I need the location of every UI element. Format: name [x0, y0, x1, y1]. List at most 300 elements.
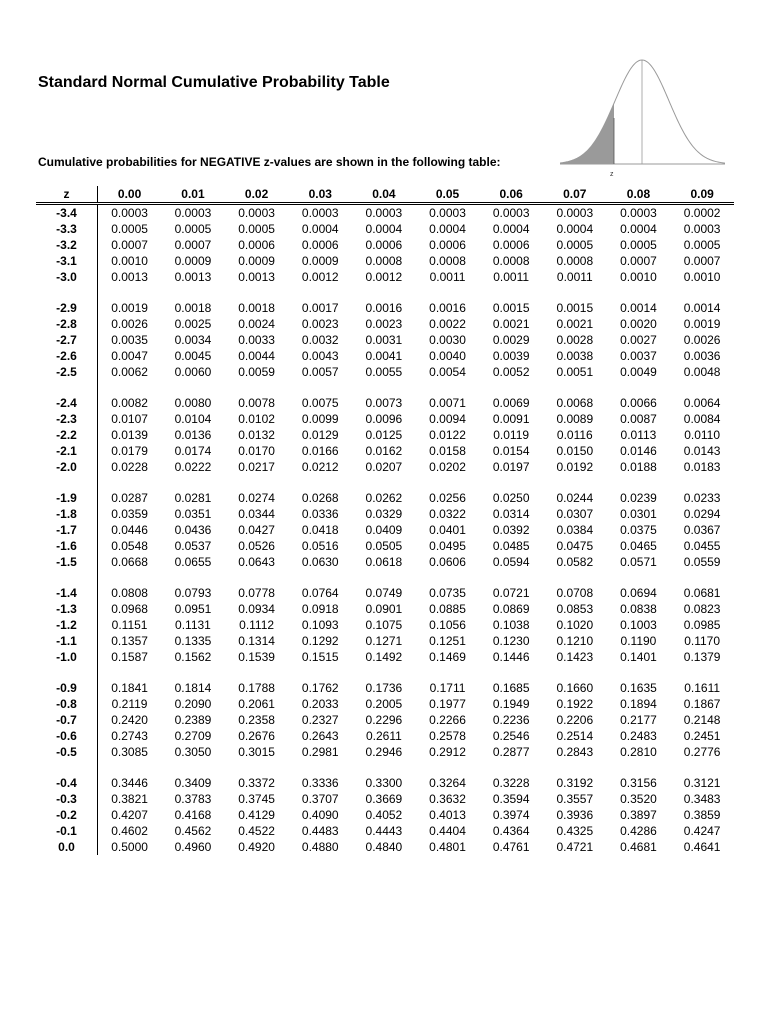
probability-table-container	[36, 186, 734, 855]
probability-cell: 0.0057	[301, 365, 339, 379]
column-header: 0.04	[372, 187, 396, 201]
probability-cell: 0.1357	[111, 634, 148, 648]
probability-cell: 0.1210	[556, 634, 594, 648]
probability-cell: 0.4681	[620, 840, 657, 854]
probability-cell: 0.0003	[429, 206, 466, 220]
probability-cell: 0.1788	[238, 681, 275, 695]
probability-cell: 0.0262	[365, 491, 403, 505]
probability-cell: 0.4364	[492, 824, 530, 838]
table-row	[36, 506, 734, 522]
probability-cell: 0.1841	[111, 681, 148, 695]
probability-cell: 0.0985	[683, 618, 721, 632]
probability-cell: 0.0016	[365, 301, 403, 315]
probability-cell: 0.0505	[365, 539, 403, 553]
z-cell-empty	[36, 285, 98, 300]
probability-cell: 0.2877	[492, 745, 530, 759]
table-row	[36, 411, 734, 427]
probability-cell: 0.0537	[174, 539, 212, 553]
probability-cell: 0.0901	[365, 602, 403, 616]
probability-cell: 0.0384	[556, 523, 594, 537]
probability-cell: 0.0793	[174, 586, 212, 600]
z-value-cell: -3.3	[36, 221, 98, 237]
column-header: 0.01	[181, 187, 205, 201]
probability-cell: 0.2005	[365, 697, 403, 711]
probability-cell: 0.1515	[301, 650, 339, 664]
probability-cell: 0.4325	[556, 824, 594, 838]
probability-cell: 0.0003	[620, 206, 657, 220]
probability-cell: 0.0069	[492, 396, 530, 410]
table-row	[36, 601, 734, 617]
table-row	[36, 696, 734, 712]
z-value-cell: -1.9	[36, 490, 98, 506]
probability-cell: 0.0003	[556, 206, 594, 220]
probability-cell: 0.3974	[492, 808, 530, 822]
probability-cell: 0.3520	[620, 792, 657, 806]
probability-cell: 0.0073	[365, 396, 403, 410]
probability-cell: 0.0007	[620, 254, 657, 268]
spacer-cell	[98, 380, 735, 395]
probability-cell: 0.0078	[238, 396, 275, 410]
probability-cell: 0.0013	[238, 270, 275, 284]
probability-cell: 0.0256	[429, 491, 466, 505]
z-value-cell: -0.7	[36, 712, 98, 728]
table-row	[36, 204, 734, 222]
probability-cell: 0.4286	[620, 824, 657, 838]
probability-cell: 0.0113	[620, 428, 657, 442]
probability-cell: 0.0054	[429, 365, 466, 379]
table-body	[36, 204, 734, 856]
probability-cell: 0.0044	[238, 349, 275, 363]
probability-cell: 0.0102	[238, 412, 275, 426]
probability-cell: 0.0034	[174, 333, 212, 347]
probability-cell: 0.0778	[238, 586, 275, 600]
probability-cell: 0.0681	[683, 586, 721, 600]
table-row	[36, 538, 734, 554]
probability-cell: 0.0721	[492, 586, 530, 600]
probability-cell: 0.0559	[683, 555, 721, 569]
probability-cell: 0.3015	[238, 745, 275, 759]
probability-cell: 0.1020	[556, 618, 594, 632]
probability-cell: 0.1112	[239, 618, 275, 632]
z-value-cell: -3.0	[36, 269, 98, 285]
probability-cell: 0.4129	[238, 808, 275, 822]
probability-cell: 0.0006	[365, 238, 403, 252]
probability-cell: 0.0150	[556, 444, 594, 458]
z-value-cell: -2.5	[36, 364, 98, 380]
probability-cell: 0.0032	[301, 333, 339, 347]
probability-cell: 0.4602	[111, 824, 148, 838]
z-value-cell: -1.8	[36, 506, 98, 522]
probability-cell: 0.0048	[683, 365, 721, 379]
probability-cell: 0.2578	[429, 729, 466, 743]
probability-cell: 0.0233	[683, 491, 721, 505]
probability-cell: 0.0375	[620, 523, 657, 537]
probability-cell: 0.1038	[492, 618, 530, 632]
probability-cell: 0.0018	[238, 301, 275, 315]
probability-cell: 0.0019	[683, 317, 721, 331]
z-value-cell: -1.7	[36, 522, 98, 538]
probability-cell: 0.2483	[620, 729, 657, 743]
probability-cell: 0.2266	[429, 713, 466, 727]
probability-cell: 0.3156	[620, 776, 657, 790]
table-header-row	[36, 186, 734, 204]
probability-cell: 0.0006	[301, 238, 339, 252]
probability-cell: 0.3745	[238, 792, 275, 806]
probability-cell: 0.0012	[365, 270, 403, 284]
probability-cell: 0.2776	[683, 745, 721, 759]
probability-cell: 0.1587	[111, 650, 148, 664]
z-value-cell: -1.0	[36, 649, 98, 665]
probability-cell: 0.0548	[111, 539, 148, 553]
probability-cell: 0.0011	[556, 270, 593, 284]
probability-cell: 0.3085	[111, 745, 148, 759]
probability-cell: 0.0068	[556, 396, 594, 410]
probability-cell: 0.4960	[174, 840, 212, 854]
probability-cell: 0.2709	[174, 729, 212, 743]
probability-cell: 0.3632	[429, 792, 466, 806]
probability-cell: 0.0630	[301, 555, 339, 569]
column-header: 0.03	[308, 187, 332, 201]
probability-cell: 0.0060	[174, 365, 212, 379]
probability-cell: 0.2912	[429, 745, 466, 759]
probability-cell: 0.0418	[301, 523, 339, 537]
table-row	[36, 490, 734, 506]
z-value-cell: -2.3	[36, 411, 98, 427]
probability-cell: 0.3300	[365, 776, 403, 790]
probability-cell: 0.0281	[174, 491, 212, 505]
probability-cell: 0.1711	[429, 681, 466, 695]
probability-cell: 0.1003	[620, 618, 657, 632]
probability-cell: 0.2090	[174, 697, 212, 711]
probability-cell: 0.0192	[556, 460, 594, 474]
probability-cell: 0.0035	[111, 333, 148, 347]
probability-cell: 0.0526	[238, 539, 275, 553]
probability-cell: 0.0024	[238, 317, 275, 331]
probability-cell: 0.3821	[111, 792, 148, 806]
probability-cell: 0.0066	[620, 396, 657, 410]
probability-cell: 0.0009	[174, 254, 212, 268]
probability-cell: 0.0004	[620, 222, 657, 236]
probability-cell: 0.0179	[111, 444, 148, 458]
probability-cell: 0.0294	[683, 507, 721, 521]
probability-cell: 0.1492	[365, 650, 403, 664]
probability-cell: 0.0038	[556, 349, 594, 363]
probability-cell: 0.2546	[492, 729, 530, 743]
z-cell-empty	[36, 760, 98, 775]
probability-cell: 0.0006	[492, 238, 530, 252]
probability-cell: 0.0049	[620, 365, 657, 379]
probability-cell: 0.2676	[238, 729, 275, 743]
z-cell-empty	[36, 570, 98, 585]
probability-cell: 0.0023	[301, 317, 339, 331]
probability-cell: 0.0188	[620, 460, 657, 474]
table-row	[36, 791, 734, 807]
z-value-cell: -3.2	[36, 237, 98, 253]
z-cell-empty	[36, 380, 98, 395]
z-value-cell: -1.5	[36, 554, 98, 570]
probability-cell: 0.0033	[238, 333, 275, 347]
probability-cell: 0.1151	[111, 618, 148, 632]
z-value-cell: -2.7	[36, 332, 98, 348]
probability-cell: 0.0003	[365, 206, 403, 220]
probability-cell: 0.0043	[301, 349, 339, 363]
probability-cell: 0.0003	[111, 206, 148, 220]
probability-cell: 0.0026	[683, 333, 721, 347]
probability-cell: 0.1867	[683, 697, 721, 711]
probability-cell: 0.2611	[365, 729, 402, 743]
probability-cell: 0.0170	[238, 444, 275, 458]
z-column-header: z	[36, 186, 98, 204]
probability-cell: 0.1093	[301, 618, 339, 632]
group-spacer	[36, 285, 734, 300]
probability-cell: 0.2451	[683, 729, 721, 743]
probability-cell: 0.0735	[429, 586, 466, 600]
probability-cell: 0.0003	[683, 222, 721, 236]
probability-cell: 0.0002	[683, 206, 721, 220]
column-header: 0.00	[117, 187, 142, 201]
probability-cell: 0.0019	[111, 301, 148, 315]
probability-cell: 0.0918	[301, 602, 339, 616]
probability-cell: 0.4052	[365, 808, 403, 822]
probability-cell: 0.4483	[301, 824, 339, 838]
probability-cell: 0.0367	[683, 523, 721, 537]
probability-cell: 0.0022	[429, 317, 466, 331]
probability-cell: 0.2033	[301, 697, 339, 711]
column-header: 0.09	[690, 187, 714, 201]
column-header: 0.06	[499, 187, 523, 201]
probability-cell: 0.0040	[429, 349, 466, 363]
table-row	[36, 395, 734, 411]
probability-cell: 0.0823	[683, 602, 721, 616]
probability-cell: 0.1736	[365, 681, 403, 695]
probability-cell: 0.1314	[238, 634, 275, 648]
probability-cell: 0.3859	[683, 808, 721, 822]
table-row	[36, 554, 734, 570]
probability-cell: 0.0096	[365, 412, 403, 426]
table-row	[36, 775, 734, 791]
probability-cell: 0.4761	[492, 840, 530, 854]
probability-cell: 0.0008	[492, 254, 530, 268]
probability-cell: 0.0336	[301, 507, 339, 521]
probability-cell: 0.3192	[556, 776, 594, 790]
table-row	[36, 680, 734, 696]
probability-cell: 0.1922	[556, 697, 594, 711]
probability-cell: 0.1423	[556, 650, 594, 664]
probability-cell: 0.0006	[429, 238, 466, 252]
probability-cell: 0.2946	[365, 745, 403, 759]
z-value-cell: -1.2	[36, 617, 98, 633]
probability-cell: 0.0039	[492, 349, 530, 363]
probability-cell: 0.0606	[429, 555, 466, 569]
probability-cell: 0.0091	[492, 412, 530, 426]
spacer-cell	[98, 285, 735, 300]
probability-cell: 0.3264	[429, 776, 466, 790]
probability-cell: 0.5000	[111, 840, 148, 854]
table-row	[36, 839, 734, 855]
probability-cell: 0.0021	[492, 317, 530, 331]
z-value-cell: 0.0	[36, 839, 98, 855]
probability-cell: 0.1562	[174, 650, 212, 664]
probability-cell: 0.2327	[301, 713, 339, 727]
z-value-cell: -0.9	[36, 680, 98, 696]
probability-cell: 0.0023	[365, 317, 403, 331]
probability-cell: 0.0021	[556, 317, 594, 331]
table-row	[36, 585, 734, 601]
probability-cell: 0.1611	[684, 681, 721, 695]
group-spacer	[36, 665, 734, 680]
probability-cell: 0.0307	[556, 507, 594, 521]
probability-cell: 0.0287	[111, 491, 148, 505]
page-title: Standard Normal Cumulative Probability Table	[38, 74, 390, 91]
table-row	[36, 459, 734, 475]
shaded-tail-area	[560, 103, 614, 164]
probability-cell: 0.2420	[111, 713, 148, 727]
table-row	[36, 300, 734, 316]
probability-cell: 0.0004	[492, 222, 530, 236]
probability-cell: 0.0853	[556, 602, 594, 616]
probability-cell: 0.0222	[174, 460, 212, 474]
spacer-cell	[98, 665, 735, 680]
probability-cell: 0.0009	[238, 254, 275, 268]
bell-curve	[560, 60, 725, 163]
probability-cell: 0.0005	[556, 238, 594, 252]
probability-cell: 0.0013	[174, 270, 212, 284]
probability-cell: 0.4090	[301, 808, 339, 822]
probability-cell: 0.0015	[556, 301, 594, 315]
probability-cell: 0.0011	[493, 270, 530, 284]
probability-cell: 0.0594	[492, 555, 530, 569]
probability-cell: 0.0125	[365, 428, 403, 442]
table-row	[36, 823, 734, 839]
spacer-cell	[98, 760, 735, 775]
table-row	[36, 237, 734, 253]
probability-cell: 0.0301	[620, 507, 657, 521]
probability-cell: 0.0004	[301, 222, 339, 236]
probability-cell: 0.0005	[620, 238, 657, 252]
probability-cell: 0.2177	[620, 713, 657, 727]
probability-cell: 0.0028	[556, 333, 594, 347]
probability-cell: 0.2843	[556, 745, 594, 759]
probability-cell: 0.0089	[556, 412, 594, 426]
spacer-cell	[98, 570, 735, 585]
table-row	[36, 332, 734, 348]
probability-cell: 0.0174	[174, 444, 212, 458]
probability-cell: 0.0446	[111, 523, 148, 537]
probability-cell: 0.4920	[238, 840, 275, 854]
probability-cell: 0.0228	[111, 460, 148, 474]
probability-cell: 0.2148	[683, 713, 721, 727]
probability-cell: 0.3050	[174, 745, 212, 759]
probability-cell: 0.0059	[238, 365, 275, 379]
probability-cell: 0.0004	[429, 222, 466, 236]
z-value-cell: -0.3	[36, 791, 98, 807]
probability-cell: 0.0003	[174, 206, 212, 220]
probability-cell: 0.0749	[365, 586, 403, 600]
probability-cell: 0.0008	[365, 254, 403, 268]
probability-cell: 0.4443	[365, 824, 403, 838]
probability-cell: 0.3936	[556, 808, 594, 822]
probability-cell: 0.4404	[429, 824, 466, 838]
table-caption: Cumulative probabilities for NEGATIVE z-values are shown in the following table:	[38, 155, 501, 169]
table-row	[36, 633, 734, 649]
probability-cell: 0.1230	[492, 634, 530, 648]
probability-cell: 0.2061	[238, 697, 275, 711]
probability-cell: 0.1131	[175, 618, 211, 632]
probability-cell: 0.4247	[683, 824, 721, 838]
probability-cell: 0.0013	[111, 270, 148, 284]
probability-cell: 0.0107	[111, 412, 148, 426]
probability-cell: 0.1292	[301, 634, 339, 648]
group-spacer	[36, 570, 734, 585]
z-marker-label: z	[610, 171, 614, 178]
probability-cell: 0.0045	[174, 349, 212, 363]
probability-cell: 0.0143	[683, 444, 721, 458]
table-row	[36, 807, 734, 823]
probability-cell: 0.4840	[365, 840, 403, 854]
z-value-cell: -2.8	[36, 316, 98, 332]
probability-cell: 0.3783	[174, 792, 212, 806]
probability-cell: 0.1335	[174, 634, 212, 648]
probability-cell: 0.0116	[556, 428, 593, 442]
probability-cell: 0.0146	[620, 444, 657, 458]
probability-cell: 0.1635	[620, 681, 657, 695]
probability-cell: 0.0495	[429, 539, 466, 553]
probability-cell: 0.0075	[301, 396, 339, 410]
probability-cell: 0.0885	[429, 602, 466, 616]
table-row	[36, 443, 734, 459]
probability-cell: 0.0582	[556, 555, 594, 569]
probability-cell: 0.1685	[492, 681, 530, 695]
probability-cell: 0.0104	[174, 412, 212, 426]
probability-cell: 0.0119	[493, 428, 530, 442]
probability-cell: 0.0401	[429, 523, 466, 537]
probability-cell: 0.0006	[238, 238, 275, 252]
probability-cell: 0.0485	[492, 539, 530, 553]
probability-cell: 0.0003	[301, 206, 339, 220]
z-value-cell: -0.4	[36, 775, 98, 791]
probability-cell: 0.0099	[301, 412, 339, 426]
z-cell-empty	[36, 665, 98, 680]
probability-cell: 0.0052	[492, 365, 530, 379]
probability-cell: 0.0212	[301, 460, 339, 474]
probability-cell: 0.3557	[556, 792, 594, 806]
probability-cell: 0.3594	[492, 792, 530, 806]
probability-cell: 0.0015	[492, 301, 530, 315]
table-row	[36, 649, 734, 665]
probability-cell: 0.0934	[238, 602, 275, 616]
probability-cell: 0.1401	[620, 650, 657, 664]
probability-cell: 0.0329	[365, 507, 403, 521]
column-header: 0.02	[244, 187, 269, 201]
probability-cell: 0.0003	[492, 206, 530, 220]
probability-cell: 0.1056	[429, 618, 466, 632]
probability-cell: 0.0080	[174, 396, 212, 410]
probability-cell: 0.0465	[620, 539, 657, 553]
z-value-cell: -0.1	[36, 823, 98, 839]
z-value-cell: -0.2	[36, 807, 98, 823]
probability-cell: 0.1271	[365, 634, 403, 648]
probability-cell: 0.2810	[620, 745, 657, 759]
probability-cell: 0.2358	[238, 713, 275, 727]
probability-cell: 0.1539	[238, 650, 275, 664]
z-value-cell: -1.6	[36, 538, 98, 554]
probability-cell: 0.0162	[365, 444, 403, 458]
probability-cell: 0.2743	[111, 729, 148, 743]
table-row	[36, 348, 734, 364]
probability-cell: 0.0643	[238, 555, 275, 569]
probability-cell: 0.0392	[492, 523, 530, 537]
probability-cell: 0.0132	[238, 428, 275, 442]
